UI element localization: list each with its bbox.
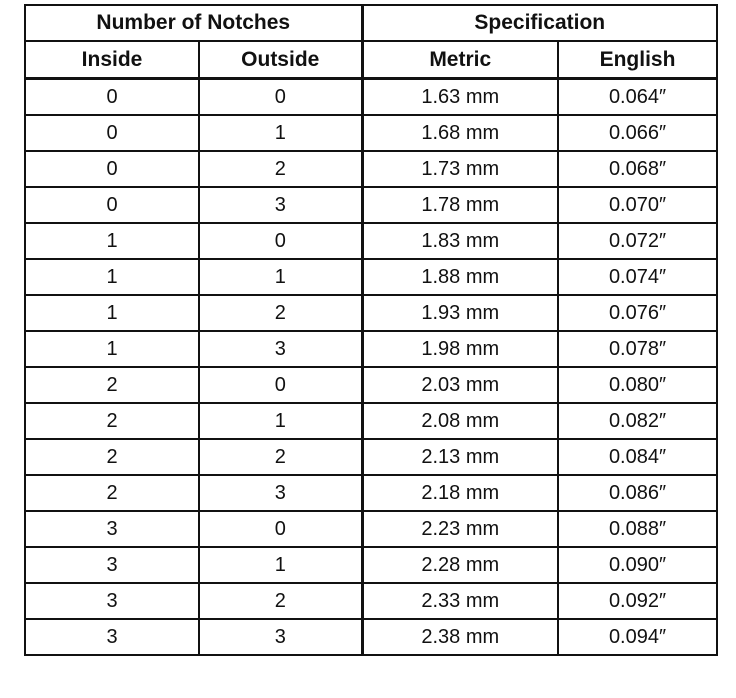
- cell-outside: 3: [199, 331, 362, 367]
- cell-inside: 1: [25, 295, 199, 331]
- header-group-row: [25, 5, 717, 41]
- cell-english: 0.082″: [558, 403, 717, 439]
- cell-metric: 2.03 mm: [362, 367, 558, 403]
- cell-english: 0.076″: [558, 295, 717, 331]
- cell-outside: 1: [199, 403, 362, 439]
- cell-inside: 3: [25, 511, 199, 547]
- cell-inside: 0: [25, 187, 199, 223]
- cell-english: 0.074″: [558, 259, 717, 295]
- cell-outside: 0: [199, 367, 362, 403]
- header-metric: Metric: [362, 41, 558, 79]
- cell-english: 0.090″: [558, 547, 717, 583]
- cell-english: 0.086″: [558, 475, 717, 511]
- cell-english: 0.066″: [558, 115, 717, 151]
- notch-specification-table-container: [24, 4, 716, 656]
- cell-outside: 3: [199, 187, 362, 223]
- cell-outside: 1: [199, 259, 362, 295]
- cell-inside: 2: [25, 403, 199, 439]
- cell-outside: 0: [199, 511, 362, 547]
- notch-specification-table: [24, 4, 718, 656]
- cell-metric: 1.78 mm: [362, 187, 558, 223]
- header-outside: Outside: [199, 41, 362, 79]
- cell-outside: 1: [199, 547, 362, 583]
- cell-english: 0.068″: [558, 151, 717, 187]
- cell-metric: 2.13 mm: [362, 439, 558, 475]
- cell-inside: 0: [25, 151, 199, 187]
- table-row: [25, 187, 717, 223]
- cell-inside: 2: [25, 367, 199, 403]
- table-row: [25, 295, 717, 331]
- cell-inside: 3: [25, 583, 199, 619]
- cell-metric: 1.88 mm: [362, 259, 558, 295]
- cell-outside: 1: [199, 115, 362, 151]
- cell-english: 0.092″: [558, 583, 717, 619]
- table-row: [25, 475, 717, 511]
- cell-english: 0.064″: [558, 79, 717, 116]
- cell-outside: 2: [199, 583, 362, 619]
- cell-metric: 1.93 mm: [362, 295, 558, 331]
- header-specification: Specification: [362, 5, 717, 41]
- cell-inside: 0: [25, 115, 199, 151]
- cell-metric: 1.63 mm: [362, 79, 558, 116]
- cell-metric: 2.33 mm: [362, 583, 558, 619]
- cell-outside: 2: [199, 439, 362, 475]
- cell-english: 0.088″: [558, 511, 717, 547]
- cell-outside: 0: [199, 79, 362, 116]
- header-inside: Inside: [25, 41, 199, 79]
- table-body: [25, 79, 717, 656]
- table-row: [25, 547, 717, 583]
- cell-english: 0.078″: [558, 331, 717, 367]
- table-row: [25, 583, 717, 619]
- cell-outside: 2: [199, 151, 362, 187]
- cell-inside: 2: [25, 439, 199, 475]
- cell-english: 0.080″: [558, 367, 717, 403]
- cell-metric: 1.73 mm: [362, 151, 558, 187]
- cell-metric: 1.68 mm: [362, 115, 558, 151]
- header-english: English: [558, 41, 717, 79]
- cell-outside: 2: [199, 295, 362, 331]
- cell-outside: 3: [199, 619, 362, 655]
- cell-inside: 1: [25, 223, 199, 259]
- table-row: [25, 439, 717, 475]
- cell-inside: 0: [25, 79, 199, 116]
- table-row: [25, 79, 717, 116]
- cell-english: 0.094″: [558, 619, 717, 655]
- header-column-row: [25, 41, 717, 79]
- cell-english: 0.084″: [558, 439, 717, 475]
- table-row: [25, 259, 717, 295]
- cell-metric: 2.28 mm: [362, 547, 558, 583]
- cell-english: 0.070″: [558, 187, 717, 223]
- cell-metric: 2.08 mm: [362, 403, 558, 439]
- table-row: [25, 367, 717, 403]
- table-row: [25, 511, 717, 547]
- cell-metric: 2.23 mm: [362, 511, 558, 547]
- cell-inside: 2: [25, 475, 199, 511]
- cell-inside: 3: [25, 547, 199, 583]
- cell-outside: 0: [199, 223, 362, 259]
- cell-inside: 1: [25, 259, 199, 295]
- table-row: [25, 151, 717, 187]
- table-row: [25, 115, 717, 151]
- table-header: [25, 5, 717, 79]
- cell-outside: 3: [199, 475, 362, 511]
- header-number-of-notches: Number of Notches: [25, 5, 362, 41]
- cell-metric: 1.98 mm: [362, 331, 558, 367]
- table-row: [25, 403, 717, 439]
- cell-metric: 1.83 mm: [362, 223, 558, 259]
- cell-english: 0.072″: [558, 223, 717, 259]
- table-row: [25, 223, 717, 259]
- table-row: [25, 331, 717, 367]
- cell-inside: 1: [25, 331, 199, 367]
- cell-metric: 2.18 mm: [362, 475, 558, 511]
- table-row: [25, 619, 717, 655]
- cell-metric: 2.38 mm: [362, 619, 558, 655]
- cell-inside: 3: [25, 619, 199, 655]
